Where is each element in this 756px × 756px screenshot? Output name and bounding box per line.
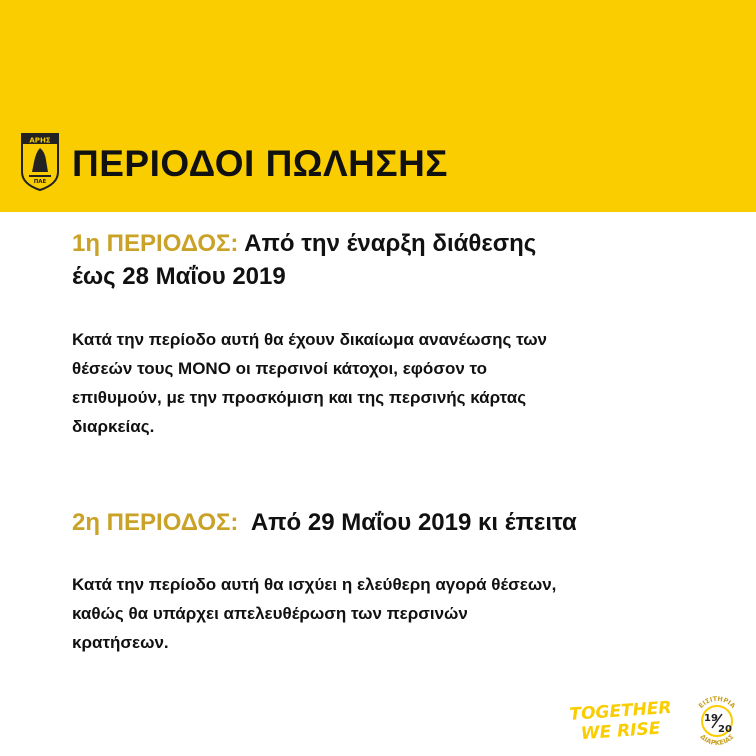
crest-label-bottom: ΠΑΕ — [33, 179, 47, 185]
together-we-rise-logo — [566, 694, 686, 744]
aris-crest-logo — [20, 132, 60, 192]
period-1-heading-line1: Από την έναρξη διάθεσης — [238, 230, 537, 257]
badge-bottom-text: ΔΙΑΡΚΕΙΑΣ — [698, 732, 736, 748]
crest-label-top: ΑΡΗΣ — [29, 136, 51, 145]
period-1-label: 1η ΠΕΡΙΟΔΟΣ: — [72, 230, 239, 257]
page-title: ΠΕΡΙΟΔΟΙ ΠΩΛΗΣΗΣ — [72, 143, 448, 184]
period-1-text — [72, 325, 712, 441]
period-1-text-line: θέσεών τους ΜΟΝΟ οι περσινοί κάτοχοι, εφόσον το — [72, 359, 488, 378]
period-2-text-line: Κατά την περίοδο αυτή θα ισχύει η ελεύθερη αγορά θέσεων, — [72, 575, 557, 594]
footer-logos — [566, 692, 746, 752]
badge-season-top: 19 — [704, 713, 718, 724]
period-1-text-line: Κατά την περίοδο αυτή θα έχουν δικαίωμα ανανέωσης των — [72, 330, 548, 349]
period-1-text-line: επιθυμούν, με την προσκόμιση και της περσινής κάρτας — [72, 388, 527, 407]
badge-top-text: ΕΙΣΙΤΗΡΙΑ — [696, 694, 737, 710]
period-1-text-line: διαρκείας. — [72, 417, 155, 436]
svg-text:ΕΙΣΙΤΗΡΙΑ — [697, 695, 737, 710]
tagline-line2: WE RISE — [580, 718, 662, 744]
period-1-heading — [72, 227, 536, 293]
season-ticket-badge — [688, 692, 746, 750]
badge-season-bottom: 20 — [718, 724, 732, 735]
period-2-heading-line1: Από 29 Μαΐου 2019 κι έπειτα — [238, 509, 577, 536]
period-2-text-line: κρατήσεων. — [72, 633, 169, 652]
period-2-text-line: καθώς θα υπάρχει απελευθέρωση των περσινών — [72, 604, 468, 623]
period-2-label: 2η ΠΕΡΙΟΔΟΣ: — [72, 509, 239, 536]
tagline-line1: TOGETHER — [568, 697, 673, 725]
period-2-heading — [72, 506, 577, 539]
period-1-heading-line2: έως 28 Μαΐου 2019 — [72, 263, 286, 290]
period-2-text — [72, 570, 712, 657]
